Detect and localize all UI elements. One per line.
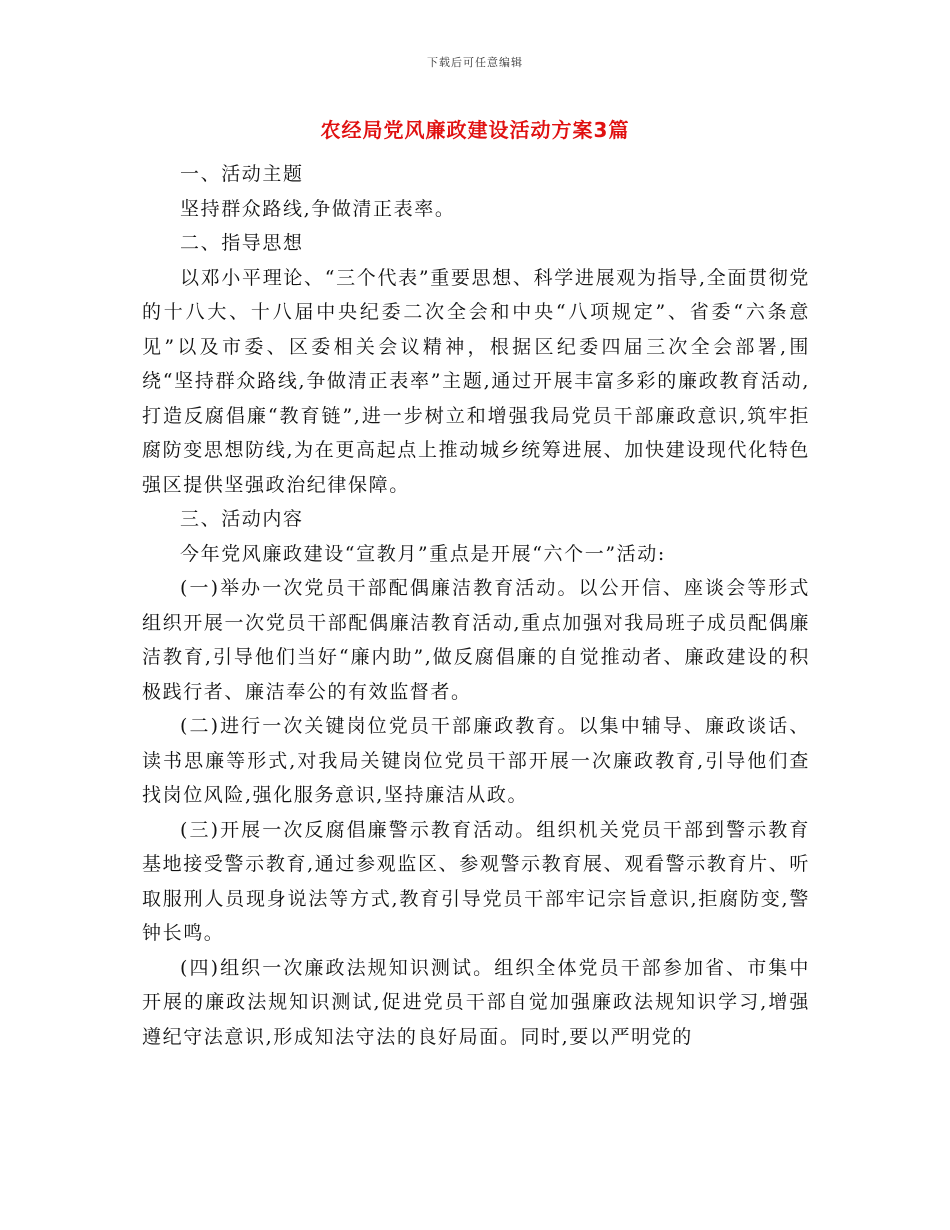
paragraph-item-4: (四)组织一次廉政法规知识测试。组织全体党员干部参加省、市集中开展的廉政法规知识测试,促进党员干部自觉加强廉政法规知识学习,增强遵纪守法意识,形成知法守法的良好局面。同时,要以严明党的: [142, 956, 810, 1048]
heading-guiding-thought: 二、指导思想: [180, 232, 304, 254]
document-body: [142, 157, 810, 1054]
heading-activity-theme: 一、活动主题: [180, 163, 304, 185]
page-header: 下载后可任意编辑: [427, 56, 523, 69]
paragraph-theme-text: 坚持群众路线,争做清正表率。: [180, 197, 456, 220]
paragraph-item-2: (二)进行一次关键岗位党员干部廉政教育。以集中辅导、廉政谈话、读书思廉等形式,对我局关键岗位党员干部开展一次廉政教育,引导他们查找岗位风险,强化服务意识,坚持廉洁从政。: [142, 715, 810, 806]
paragraph-item-1: (一)举办一次党员干部配偶廉洁教育活动。以公开信、座谈会等形式组织开展一次党员干部配偶廉洁教育活动,重点加强对我局班子成员配偶廉洁教育,引导他们当好“廉内助”,做反腐倡廉的自觉推动者、廉政建设的积极践行者、廉洁奉公的有效监督者。: [142, 577, 810, 703]
heading-activity-content: 三、活动内容: [180, 508, 304, 530]
document-title: 农经局党风廉政建设活动方案3篇: [320, 118, 630, 142]
paragraph-item-3: (三)开展一次反腐倡廉警示教育活动。组织机关党员干部到警示教育基地接受警示教育,通过参观监区、参观警示教育展、观看警示教育片、听取服刑人员现身说法等方式,教育引导党员干部牢记宗旨意识,拒腐防变,警钟长鸣。: [142, 818, 810, 944]
paragraph-content-intro: 今年党风廉政建设“宣教月”重点是开展“六个一”活动:: [180, 542, 666, 565]
paragraph-guiding-thought: 以邓小平理论、“三个代表”重要思想、科学进展观为指导,全面贯彻党的十八大、十八届中央纪委二次全会和中央“八项规定”、省委“六条意见”以及市委、区委相关会议精神，根据区纪委四届三次全会部署,围绕“坚持群众路线,争做清正表率”主题,通过开展丰富多彩的廉政教育活动,打造反腐倡廉“教育链”,进一步树立和增强我局党员干部廉政意识,筑牢拒腐防变思想防线,为在更高起点上推动城乡统筹进展、加快建设现代化特色强区提供坚强政治纪律保障。: [142, 266, 810, 496]
